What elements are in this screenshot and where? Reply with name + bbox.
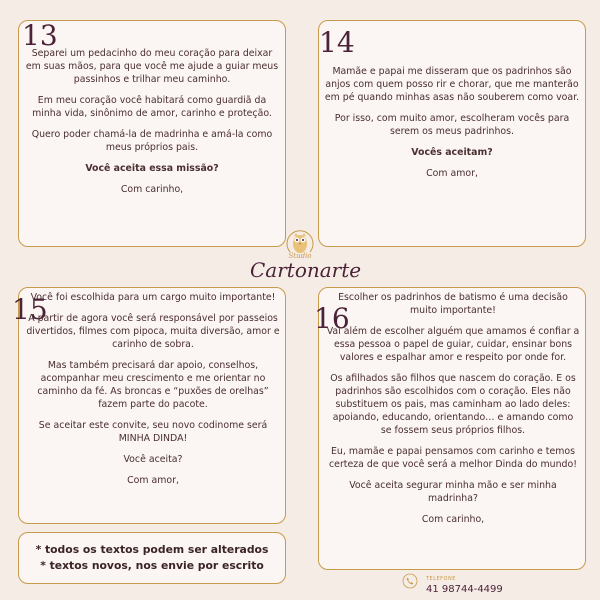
card-16-number: 16 [314,302,350,335]
note-line: * textos novos, nos envie por escrito [40,559,264,572]
card-15-text [26,291,280,495]
card-13-number: 13 [22,19,58,52]
card-14-paragraph: Por isso, com muito amor, escolheram vocês para serem os meus padrinhos. [334,113,570,137]
card-14-text [324,65,580,188]
logo-studio-text: Studio [288,252,312,260]
card-15-paragraph: Se aceitar este convite, seu novo codinome será MINHA DINDA! [38,420,268,444]
card-16-paragraph: Vai além de escolher alguém que amamos é confiar a essa pessoa o papel de guiar, cuidar, ensinar bons valores e espalhar amor e respeito por onde for. [326,326,580,363]
card-13-signoff: Com carinho, [120,184,184,195]
card-13-question: Você aceita essa missão? [85,163,219,174]
phone-number: 41 98744-4499 [426,584,503,595]
note-text [18,542,286,574]
card-14-signoff: Com amor, [426,168,478,179]
phone-icon [402,573,418,589]
card-16-signoff: Com carinho, [421,514,485,525]
card-13-paragraph: Em meu coração você habitará como guardiã da minha vida, sinônimo de amor, carinho e proteção. [32,95,272,119]
card-16-question: Você aceita segurar minha mão e ser minha madrinha? [349,480,557,504]
card-16-paragraph: Eu, mamãe e papai pensamos com carinho e temos certeza de que você será a melhor Dinda do mundo! [329,446,577,470]
note-line: * todos os textos podem ser alterados [35,543,269,556]
phone-label: TELEFONE [426,576,456,582]
card-14-number: 14 [319,26,355,59]
card-16-text [326,291,580,534]
card-15-paragraph: Você foi escolhida para um cargo muito importante! [30,292,276,303]
card-13-paragraph: Separei um pedacinho do meu coração para deixar em suas mãos, para que você me ajude a guiar meus passinhos e trilhar meu caminho. [25,48,279,85]
card-14-paragraph: Mamãe e papai me disseram que os padrinhos são anjos com quem posso rir e chorar, que me manterão em pé quando minhas asas não souberem como voar. [324,66,580,103]
card-14-question: Vocês aceitam? [411,147,493,158]
card-15-question: Você aceita? [123,454,183,465]
card-15-paragraph: A partir de agora você será responsável por passeios divertidos, filmes com pipoca, muita diversão, amor e carinho de sobra. [26,313,280,350]
card-15-paragraph: Mas também precisará dar apoio, conselhos, acompanhar meu crescimento e me orientar no caminho da fé. As broncas e “puxões de orelhas” fazem parte do pacote. [37,360,269,410]
card-15-signoff: Com amor, [127,475,179,486]
card-15-number: 15 [12,293,48,326]
card-13-paragraph: Quero poder chamá-la de madrinha e amá-la como meus próprios pais. [31,129,273,153]
card-16-paragraph: Escolher os padrinhos de batismo é uma decisão muito importante! [338,292,568,316]
logo-brand-text: Cartonarte [250,258,362,282]
card-13-text [24,47,280,204]
card-16-paragraph: Os afilhados são filhos que nascem do coração. E os padrinhos são escolhidos com o coração. Eles não substituem os pais, mas caminham ao lado deles: apoiando, educando, orientando… e amando como se fossem seus próprios filhos. [330,373,576,436]
brand-logo [250,252,362,282]
